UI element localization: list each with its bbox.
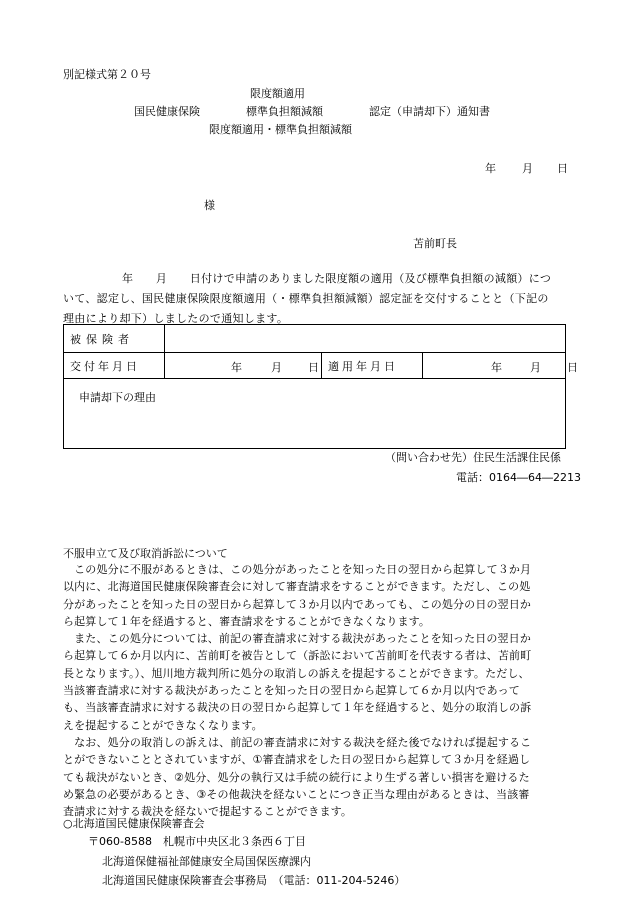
notice-line: なお、処分の取消しの訴えは、前記の審査請求に対する裁決を経た後でなければ提起するこ: [63, 735, 532, 749]
apply-year: 年: [491, 360, 502, 374]
intro-line-3: 理由により却下）しましたので通知します。: [63, 312, 289, 325]
reason-cell: [64, 379, 566, 449]
issue-date-value-cell: [165, 353, 322, 379]
contact-dept: （問い合わせ先）住民生活課住民係: [385, 451, 561, 464]
date-year: 年: [485, 162, 496, 175]
council-address: 〒060-8588 札幌市中央区北３条西６丁目: [88, 835, 306, 848]
contact-phone: 電話：0164―64―2213: [456, 471, 581, 484]
council-name: ○北海道国民健康保険審査会: [63, 817, 205, 830]
date-month: 月: [522, 162, 533, 175]
title-left: 国民健康保険: [134, 105, 200, 118]
council-office-1: 北海道保健福祉部健康安全局国保医療課内: [102, 855, 311, 868]
certificate-table: [63, 324, 578, 449]
issue-day: 日: [308, 360, 319, 374]
notice-heading: 不服申立て及び取消訴訟について: [63, 547, 228, 560]
apply-month: 月: [530, 360, 541, 374]
issue-month: 月: [271, 360, 282, 374]
table-row-reason: [64, 379, 566, 449]
notice-line: とができないこととされていますが、①審査請求をした日の翌日から起算して３か月を経過し: [63, 753, 531, 767]
addressee-suffix: 様: [204, 199, 215, 212]
title-middle: 標準負担額減額: [246, 105, 323, 118]
form-number: 別記様式第２０号: [63, 68, 151, 81]
table-row-dates: [64, 353, 566, 379]
notice-line: 以内に、北海道国民健康保険審査会に対して審査請求をすることができます。ただし、この処: [63, 580, 531, 594]
apply-date-label: 適用年月日: [328, 359, 398, 373]
notice-line: ても裁決がないとき、②処分、処分の執行又は手続の続行により生ずる著しい損害を避けるた: [63, 770, 530, 784]
notice-line: 長となります。）、旭川地方裁判所に処分の取消しの訴えを提起することができます。ただし、: [63, 666, 530, 680]
intro-line-1: 年 月 日付けで申請のありました限度額の適用（及び標準負担額の減額）につ: [122, 272, 552, 285]
notice-line: も、当該審査請求に対する裁決の日の翌日から起算して１年を経過すると、処分の取消しの訴: [63, 701, 532, 715]
notice-line: ら起算して１年を経過すると、審査請求をすることができなくなります。: [63, 614, 431, 628]
insured-label-cell: [64, 325, 165, 353]
table-row-insured: [64, 325, 566, 353]
notice-line: 当該審査請求に対する裁決があったことを知った日の翌日から起算して６か月以内であって: [63, 684, 520, 698]
apply-day: 日: [567, 360, 578, 374]
notice-line: えを提起することができなくなります。: [63, 718, 263, 732]
notice-line: この処分に不服があるときは、この処分があったことを知った日の翌日から起算して３か月: [63, 563, 532, 576]
intro-line-2: いて、認定し、国民健康保険限度額適用（・標準負担額減額）認定証を交付することと（下記の: [63, 292, 549, 305]
issuer: 苫前町長: [413, 237, 457, 250]
notice-body: [63, 561, 571, 820]
notice-line: め緊急の必要があるとき、③その他裁決を経ないことにつき正当な理由があるときは、当該審: [63, 787, 530, 801]
title-right: 認定（申請却下）通知書: [369, 105, 490, 118]
title-line-top: 限度額適用: [250, 87, 305, 100]
insured-label: 被保険者: [70, 332, 134, 346]
issue-year: 年: [231, 360, 242, 374]
notice-line: 査請求に対する裁決を経ないで提起することができます。: [63, 805, 353, 819]
notice-line: ら起算して６か月以内に、苫前町を被告として（訴訟において苫前町を代表する者は、苫前町: [63, 649, 532, 663]
insured-value-cell: [165, 325, 566, 353]
date-day: 日: [557, 162, 568, 175]
notice-line: 分があったことを知った日の翌日から起算して３か月以内であっても、この処分の日の翌日か: [63, 597, 532, 611]
title-line-bottom: 限度額適用・標準負担額減額: [209, 123, 352, 136]
apply-date-value-cell: [423, 353, 578, 379]
apply-date-label-cell: [322, 353, 423, 379]
issue-date-label: 交付年月日: [70, 359, 140, 373]
notice-line: また、この処分については、前記の審査請求に対する裁決があったことを知った日の翌日か: [63, 632, 531, 646]
reason-label: 申請却下の理由: [79, 391, 156, 404]
issue-date-label-cell: [64, 353, 165, 379]
council-office-2: 北海道国民健康保険審査会事務局 （電話：011-204-5246）: [102, 874, 406, 887]
